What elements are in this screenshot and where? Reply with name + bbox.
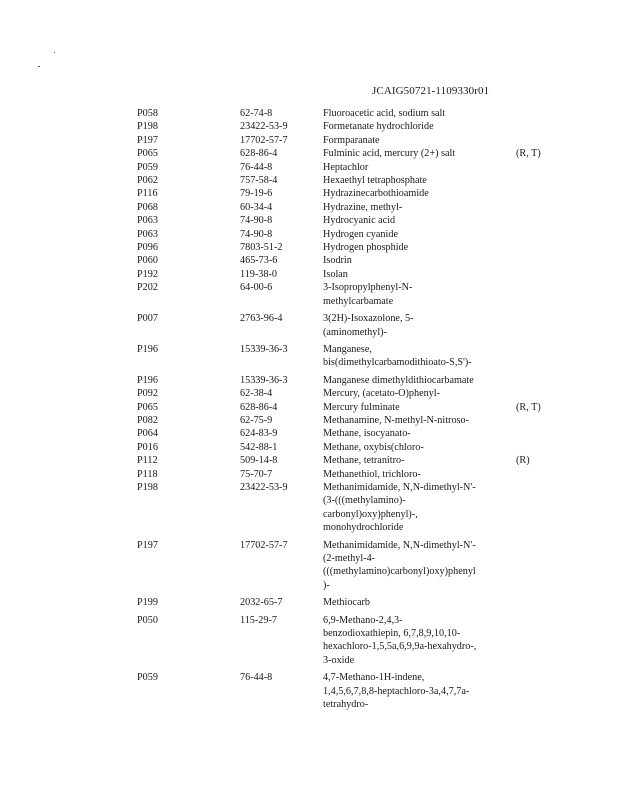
substance-name-line: Heptachlor (323, 161, 369, 173)
cas-number: 23422-53-9 (240, 121, 288, 133)
waste-code: P059 (137, 161, 158, 173)
substance-name (323, 374, 511, 387)
table-row (0, 281, 618, 308)
waste-code: P007 (137, 313, 158, 325)
waste-code: P199 (137, 597, 158, 609)
substance-name-line: Hydrogen cyanide (323, 228, 398, 240)
substance-name-line: )- (323, 579, 330, 591)
cas-number: 2032-65-7 (240, 597, 283, 609)
hazard-code: (R) (516, 455, 530, 467)
cas-number: 465-73-6 (240, 255, 278, 267)
cas-number: 62-75-9 (240, 414, 273, 426)
waste-code: P062 (137, 175, 158, 187)
waste-code: P050 (137, 614, 158, 626)
table-row (0, 214, 618, 227)
hazard-code: (R, T) (516, 148, 541, 160)
waste-code: P064 (137, 428, 158, 440)
cas-number: 17702-57-7 (240, 539, 288, 551)
substance-name-line: Methane, oxybis(chloro- (323, 441, 424, 453)
cas-number: 17702-57-7 (240, 134, 288, 146)
substance-name (323, 120, 511, 133)
waste-code-table (0, 107, 618, 711)
waste-code: P118 (137, 468, 158, 480)
substance-name-line: Fulminic acid, mercury (2+) salt (323, 148, 456, 160)
substance-name (323, 147, 511, 160)
substance-name-line: Methanimidamide, N,N-dimethyl-N'- (323, 481, 476, 493)
substance-name-line: Hexaethyl tetraphosphate (323, 175, 427, 187)
waste-code: P192 (137, 268, 158, 280)
table-row (0, 481, 618, 535)
cas-number: 64-00-6 (240, 282, 273, 294)
substance-name-line: tetrahydro- (323, 699, 369, 711)
substance-name-line: carbonyl)oxy)phenyl)-, (323, 508, 418, 520)
cas-number: 62-38-4 (240, 388, 273, 400)
cas-number: 624-83-9 (240, 428, 278, 440)
substance-name (323, 468, 511, 481)
substance-name (323, 343, 511, 370)
substance-name-line: Manganese, (323, 343, 372, 355)
table-row (0, 401, 618, 414)
substance-name (323, 228, 511, 241)
table-row (0, 374, 618, 387)
substance-name (323, 614, 511, 668)
substance-name-line: Hydrogen phosphide (323, 242, 409, 254)
table-row (0, 539, 618, 593)
substance-name-line: Formetanate hydrochloride (323, 121, 434, 133)
cas-number: 15339-36-3 (240, 374, 288, 386)
substance-name-line: 3-oxide (323, 654, 355, 666)
cas-number: 79-19-6 (240, 188, 273, 200)
substance-name-line: 3-Isopropylphenyl-N- (323, 282, 413, 294)
table-row (0, 454, 618, 467)
substance-name (323, 161, 511, 174)
substance-name-line: Hydrazine, methyl- (323, 201, 403, 213)
substance-name-line: Hydrazinecarbothioamide (323, 188, 429, 200)
substance-name (323, 174, 511, 187)
waste-code: P082 (137, 414, 158, 426)
table-row (0, 174, 618, 187)
substance-name-line: (2-methyl-4- (323, 553, 376, 564)
table-row (0, 614, 618, 668)
substance-name-line: bis(dimethylcarbamodithioato-S,S')- (323, 357, 472, 369)
substance-name (323, 268, 511, 281)
substance-name (323, 312, 511, 339)
substance-name-line: benzodioxathiepin, 6,7,8,9,10,10- (323, 628, 461, 640)
waste-code: P198 (137, 121, 158, 133)
substance-name (323, 387, 511, 400)
cas-number: 75-70-7 (240, 468, 273, 480)
substance-name-line: methylcarbamate (323, 295, 394, 307)
table-row (0, 387, 618, 400)
substance-name (323, 454, 511, 467)
substance-name-line: Methane, tetranitro- (323, 455, 405, 467)
table-row (0, 187, 618, 200)
scan-speck (54, 52, 55, 53)
substance-name (323, 441, 511, 454)
substance-name-line: (aminomethyl)- (323, 326, 387, 338)
table-row (0, 312, 618, 339)
substance-name (323, 414, 511, 427)
substance-name (323, 539, 511, 593)
substance-name-line: Isodrin (323, 255, 352, 267)
substance-name (323, 671, 511, 711)
substance-name-line: (3-(((methylamino)- (323, 495, 406, 507)
substance-name-line: (((methylamino)carbonyl)oxy)phenyl (323, 566, 476, 578)
cas-number: 509-14-8 (240, 455, 278, 467)
substance-name-line: 4,7-Methano-1H-indene, (323, 672, 425, 684)
substance-name (323, 214, 511, 227)
waste-code: P065 (137, 401, 158, 413)
table-row (0, 468, 618, 481)
substance-name-line: Mercury, (acetato-O)phenyl- (323, 388, 441, 400)
cas-number: 628-86-4 (240, 148, 278, 160)
substance-name-line: hexachloro-1,5,5a,6,9,9a-hexahydro-, (323, 641, 477, 653)
substance-name-line: Hydrocyanic acid (323, 215, 396, 227)
cas-number: 2763-96-4 (240, 313, 283, 325)
waste-code: P065 (137, 148, 158, 160)
cas-number: 15339-36-3 (240, 343, 288, 355)
table-row (0, 241, 618, 254)
table-row (0, 134, 618, 147)
cas-number: 542-88-1 (240, 441, 278, 453)
table-row (0, 107, 618, 120)
cas-number: 62-74-8 (240, 108, 273, 119)
waste-code: P063 (137, 215, 158, 227)
waste-code: P068 (137, 201, 158, 213)
substance-name (323, 596, 511, 609)
table-row (0, 120, 618, 133)
cas-number: 119-38-0 (240, 268, 277, 280)
waste-code: P197 (137, 539, 158, 551)
substance-name-line: 6,9-Methano-2,4,3- (323, 614, 403, 626)
waste-code: P063 (137, 228, 158, 240)
table-row (0, 441, 618, 454)
cas-number: 115-29-7 (240, 614, 277, 626)
waste-code: P198 (137, 481, 158, 493)
waste-code: P058 (137, 108, 158, 119)
waste-code: P016 (137, 441, 158, 453)
table-row (0, 268, 618, 281)
substance-name (323, 107, 511, 120)
substance-name (323, 281, 511, 308)
substance-name-line: Manganese dimethyldithiocarbamate (323, 374, 474, 386)
substance-name-line: Methanethiol, trichloro- (323, 468, 421, 480)
table-row (0, 161, 618, 174)
substance-name (323, 134, 511, 147)
substance-name-line: monohydrochloride (323, 522, 404, 534)
waste-code: P196 (137, 343, 158, 355)
table-row (0, 147, 618, 160)
substance-name (323, 427, 511, 440)
document-id: JCAIG50721-1109330r01 (372, 85, 490, 97)
table-row (0, 343, 618, 370)
substance-name-line: Mercury fulminate (323, 401, 400, 413)
substance-name-line: Formparanate (323, 134, 380, 146)
substance-name-line: 3(2H)-Isoxazolone, 5- (323, 313, 414, 325)
table-row (0, 254, 618, 267)
cas-number: 23422-53-9 (240, 481, 288, 493)
substance-name-line: Methane, isocyanato- (323, 428, 411, 440)
waste-code: P060 (137, 255, 158, 267)
table-row (0, 201, 618, 214)
table-row (0, 671, 618, 711)
table-row (0, 427, 618, 440)
substance-name-line: Methanimidamide, N,N-dimethyl-N'- (323, 539, 476, 551)
cas-number: 60-34-4 (240, 201, 273, 213)
substance-name-line: Methiocarb (323, 597, 370, 609)
substance-name (323, 401, 511, 414)
hazard-code: (R, T) (516, 401, 541, 413)
waste-code: P112 (137, 455, 158, 467)
table-row (0, 228, 618, 241)
substance-name (323, 187, 511, 200)
substance-name (323, 481, 511, 535)
table-row (0, 414, 618, 427)
substance-name (323, 254, 511, 267)
cas-number: 757-58-4 (240, 175, 278, 187)
waste-code: P096 (137, 242, 158, 254)
cas-number: 7803-51-2 (240, 242, 283, 254)
cas-number: 74-90-8 (240, 215, 273, 227)
cas-number: 76-44-8 (240, 672, 273, 684)
cas-number: 76-44-8 (240, 161, 273, 173)
waste-code: P116 (137, 188, 158, 200)
substance-name-line: Isolan (323, 268, 348, 280)
waste-code: P059 (137, 672, 158, 684)
table-row (0, 596, 618, 609)
waste-code: P202 (137, 282, 158, 294)
cas-number: 628-86-4 (240, 401, 278, 413)
substance-name (323, 201, 511, 214)
substance-name-line: 1,4,5,6,7,8,8-heptachloro-3a,4,7,7a- (323, 685, 470, 697)
substance-name-line: Methanamine, N-methyl-N-nitroso- (323, 414, 469, 426)
waste-code: P196 (137, 374, 158, 386)
scan-speck (38, 66, 40, 67)
substance-name (323, 241, 511, 254)
cas-number: 74-90-8 (240, 228, 273, 240)
waste-code: P197 (137, 134, 158, 146)
substance-name-line: Fluoroacetic acid, sodium salt (323, 108, 446, 119)
waste-code: P092 (137, 388, 158, 400)
